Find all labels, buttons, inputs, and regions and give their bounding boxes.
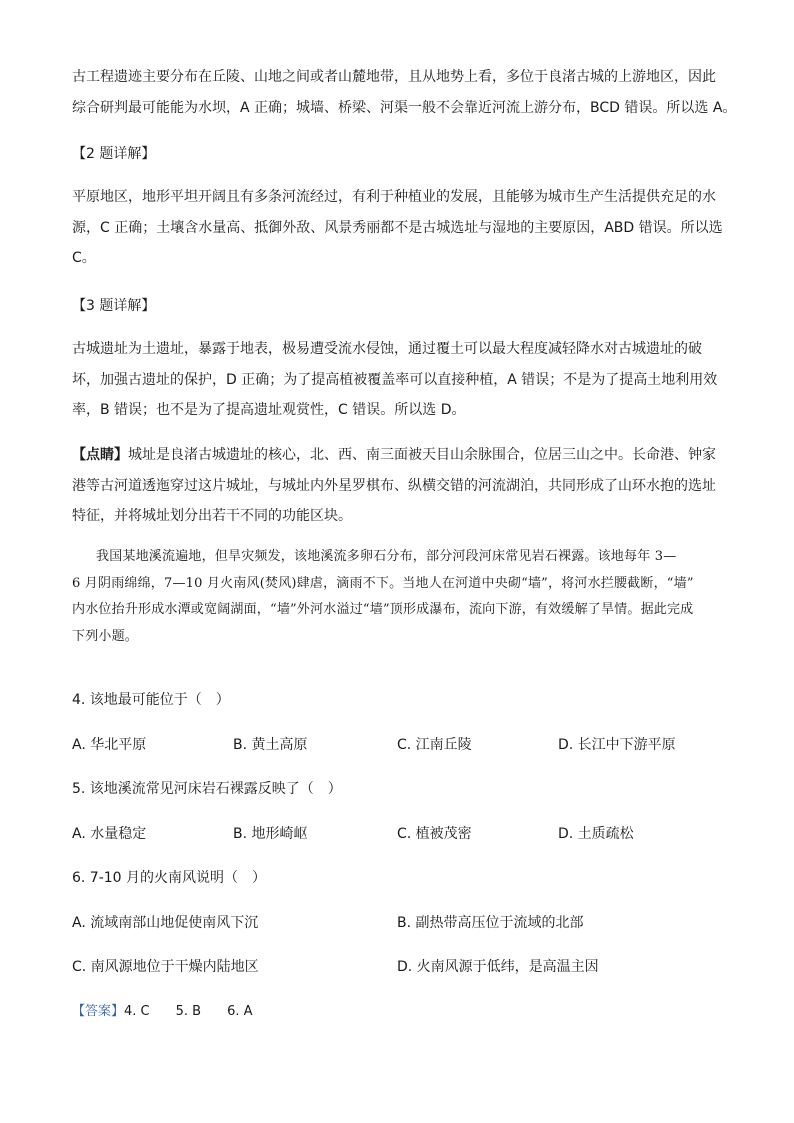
answer-item: 5. B <box>175 1004 202 1019</box>
heading-q2-explanation: 【2 题详解】 <box>72 146 156 162</box>
answer-item: 6. A <box>227 1004 253 1019</box>
question-6-stem: 6. 7-10 月的火南风说明（ ） <box>72 870 267 886</box>
question-4-option-b: B. 黄土高原 <box>233 737 308 753</box>
heading-q3-explanation: 【3 题详解】 <box>72 298 156 314</box>
passage-line: 下列小题。 <box>72 628 139 644</box>
text-line: 特征，并将城址划分出若干不同的功能区块。 <box>72 508 352 524</box>
passage-line: 我国某地溪流遍地，但旱灾频发，该地溪流多卵石分布，部分河段河床常见岩石裸露。该地每年 3— <box>96 549 677 564</box>
text-line: C。 <box>72 250 96 266</box>
question-4-option-a: A. 华北平原 <box>72 737 147 753</box>
text-line: 港等古河道透迤穿过这片城址，与城址内外星罗棋布、纵横交错的河流湖泊，共同形成了山环水抱的选址 <box>72 477 716 494</box>
question-6-option-a: A. 流域南部山地促使南风下沉 <box>72 915 259 931</box>
passage-line: 内水位抬升形成水潭或宽阔湖面，“墙”外河水溢过“墙”顶形成瀑布，流向下游，有效缓解了旱情。据此完成 <box>72 602 694 617</box>
question-5-option-b: B. 地形崎岖 <box>233 826 308 842</box>
explanation-q3 <box>72 334 722 426</box>
text-line: 古城遗址为土遗址，暴露于地表，极易遭受流水侵蚀，通过覆土可以最大程度减轻降水对古城遗址的破 <box>72 341 702 357</box>
text-line: 坏，加强古遗址的保护，D 正确；为了提高植被覆盖率可以直接种植，A 错误；不是为了提高土地利用效 <box>72 371 718 388</box>
question-5-stem: 5. 该地溪流常见河床岩石裸露反映了（ ） <box>72 781 342 797</box>
reading-passage <box>72 544 722 650</box>
question-5-option-a: A. 水量稳定 <box>72 826 147 842</box>
text-line: 率，B 错误；也不是为了提高遗址观赏性，C 错误。所以选 D。 <box>72 402 466 418</box>
answer-tag: 【答案】 <box>72 1004 125 1019</box>
question-4-option-c: C. 江南丘陵 <box>397 737 472 753</box>
question-4-option-d: D. 长江中下游平原 <box>558 737 676 753</box>
text-line: 源，C 正确；土壤含水量高、抵御外敌、风景秀丽都不是古城选址与湿地的主要原因，ABD 错误。所以选 <box>72 219 723 236</box>
answer-item: 4. C <box>124 1004 150 1019</box>
question-6-option-c: C. 南风源地位于干燥内陆地区 <box>72 959 259 975</box>
question-5-option-d: D. 土质疏松 <box>558 826 634 842</box>
text-line: 城址是良渚古城遗址的核心，北、西、南三面被天目山余脉围合，位居三山之中。长命港、钟家 <box>128 447 716 463</box>
answer-line <box>72 1002 253 1022</box>
passage-line: 6 月阴雨绵绵，7—10 月火南风(焚风)肆虐，滴雨不下。当地人在河道中央砌“墙”，将河水拦腰截断，“墙” <box>72 575 694 591</box>
text-line: 古工程遗迹主要分布在丘陵、山地之间或者山麓地带，且从地势上看，多位于良渚古城的上游地区，因此 <box>72 69 716 85</box>
text-line: 综合研判最可能能为水坝，A 正确；城墙、桥梁、河渠一般不会靠近河流上游分布，BCD 错误。所以选 A。 <box>72 99 737 116</box>
dianjing-note <box>72 440 722 532</box>
explanation-q2 <box>72 182 722 274</box>
text-line: 平原地区，地形平坦开阔且有多条河流经过，有利于种植业的发展，且能够为城市生产生活提供充足的水 <box>72 189 716 205</box>
question-6-option-b: B. 副热带高压位于流域的北部 <box>397 915 584 931</box>
question-4-stem: 4. 该地最可能位于（ ） <box>72 692 230 708</box>
dianjing-tag: 【点睛】 <box>72 447 128 463</box>
explanation-q1 <box>72 62 737 123</box>
question-5-option-c: C. 植被茂密 <box>397 826 472 842</box>
question-6-option-d: D. 火南风源于低纬，是高温主因 <box>397 959 599 975</box>
